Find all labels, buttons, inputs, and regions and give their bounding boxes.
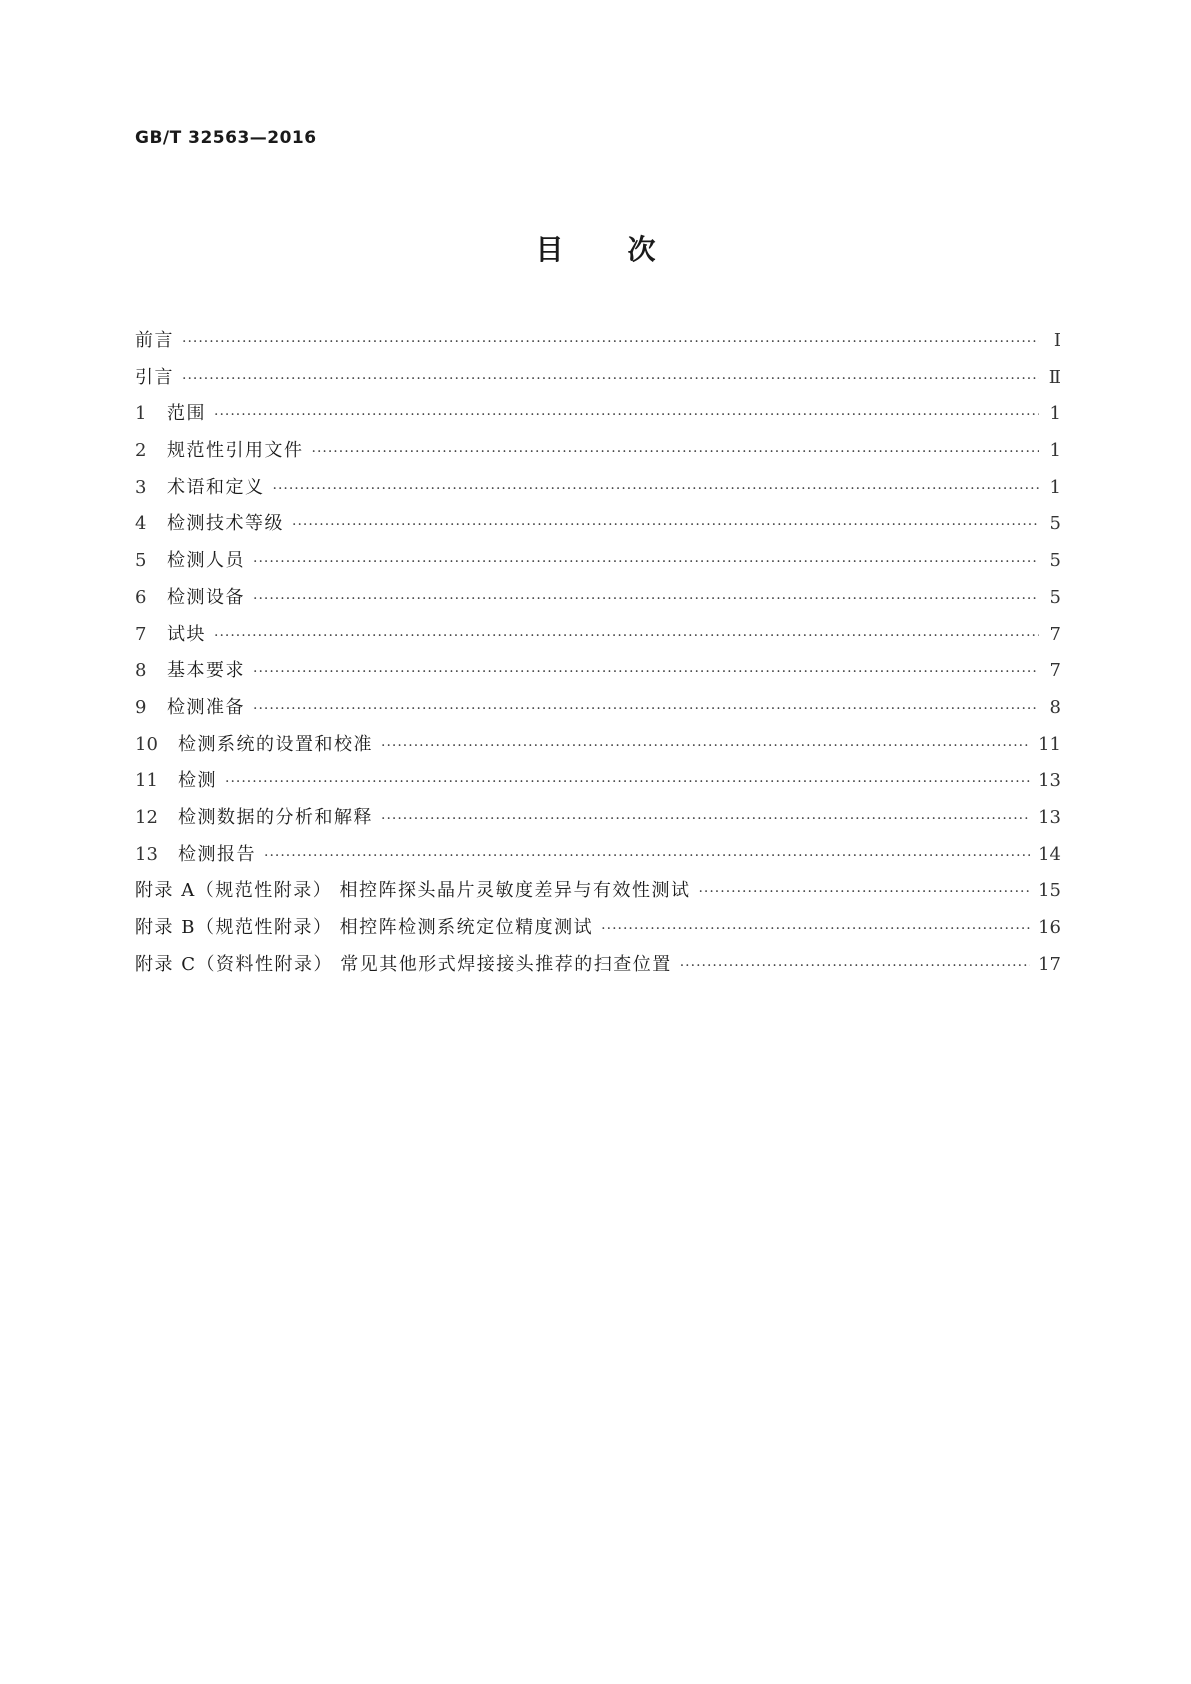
toc-entry-label: 检测报告 [178,843,256,865]
toc-entry[interactable] [135,840,1061,877]
toc-leader-dots [182,371,1039,387]
toc-entry[interactable] [135,363,1061,400]
toc-entry-page: 16 [1038,917,1061,938]
toc-leader-dots [601,921,1030,937]
toc-entry-page: 7 [1049,623,1061,645]
toc-entry-page: Ⅱ [1048,366,1061,388]
toc-leader-dots [253,701,1039,717]
toc-entry-page: 7 [1049,660,1061,682]
toc-entry-page: 11 [1038,733,1061,755]
toc-leader-dots [292,517,1039,533]
toc-entry-number: 7 [135,623,147,645]
toc-leader-dots [381,811,1030,827]
toc-leader-dots [253,591,1039,607]
toc-entry[interactable] [135,620,1061,657]
toc-leader-dots [182,334,1039,350]
toc-leader-dots [214,407,1039,423]
toc-entry[interactable] [135,546,1061,583]
toc-entry-label: 引言 [135,366,174,388]
toc-entry-label: 检测人员 [167,550,245,572]
toc-leader-dots [264,848,1030,864]
toc-entry[interactable] [135,473,1061,510]
toc-entry-number: 12 [135,806,158,828]
toc-entry-number: 10 [135,733,158,755]
toc-entry-label: 检测设备 [167,586,245,608]
toc-entry-page: 17 [1038,953,1061,975]
toc-entry-number: 4 [135,513,147,535]
toc-entry-number: 1 [135,403,147,425]
toc-entry-page: 5 [1049,550,1061,572]
toc-entry[interactable] [135,509,1061,546]
toc-entry-label: 附录 A（规范性附录） 相控阵探头晶片灵敏度差异与有效性测试 [135,880,691,902]
toc-entry-page: 15 [1038,880,1061,902]
toc-entry[interactable] [135,766,1061,803]
toc-entry[interactable] [135,950,1061,987]
toc-entry-number: 8 [135,660,147,682]
toc-entry-number: 5 [135,550,147,572]
toc-leader-dots [680,958,1030,974]
toc-entry-page: Ⅰ [1053,330,1061,351]
toc-entry-page: 5 [1049,586,1061,608]
toc-entry-number: 13 [135,843,158,865]
table-of-contents [135,326,1061,986]
toc-entry-label: 范围 [167,403,206,425]
toc-entry-number: 6 [135,586,147,608]
toc-entry[interactable] [135,876,1061,913]
toc-entry[interactable] [135,399,1061,436]
toc-entry-label: 附录 B（规范性附录） 相控阵检测系统定位精度测试 [135,917,594,938]
toc-entry[interactable] [135,803,1061,840]
toc-entry[interactable] [135,730,1061,767]
toc-entry-label: 试块 [167,623,206,645]
toc-leader-dots [273,481,1040,497]
toc-leader-dots [225,774,1030,790]
toc-entry-label: 检测数据的分析和解释 [178,806,373,828]
toc-entry-page: 1 [1049,476,1061,498]
toc-entry-page: 14 [1038,843,1061,865]
toc-entry-label: 规范性引用文件 [167,440,304,462]
toc-leader-dots [312,444,1040,460]
toc-entry[interactable] [135,693,1061,730]
toc-entry[interactable] [135,436,1061,473]
toc-entry[interactable] [135,583,1061,620]
toc-entry-number: 3 [135,476,147,498]
toc-leader-dots [381,738,1030,754]
toc-entry-page: 5 [1049,513,1061,535]
toc-entry-label: 检测系统的设置和校准 [178,733,373,755]
toc-leader-dots [698,884,1030,900]
standard-code: GB/T 32563—2016 [135,128,317,148]
toc-entry-label: 术语和定义 [167,476,265,498]
toc-entry-page: 13 [1038,770,1061,792]
toc-entry-label: 检测技术等级 [167,513,284,535]
toc-leader-dots [253,664,1039,680]
toc-entry-number: 2 [135,440,147,462]
toc-entry[interactable] [135,326,1061,363]
toc-entry-label: 附录 C（资料性附录） 常见其他形式焊接接头推荐的扫查位置 [135,953,672,975]
toc-leader-dots [253,554,1039,570]
toc-entry[interactable] [135,656,1061,693]
toc-entry-page: 1 [1049,403,1061,425]
toc-entry-label: 基本要求 [167,660,245,682]
toc-entry-page: 8 [1049,696,1061,718]
toc-entry-label: 前言 [135,330,174,351]
page-title: 目次 [535,233,720,266]
toc-entry-page: 13 [1038,806,1061,828]
toc-entry-label: 检测 [178,770,217,792]
toc-leader-dots [214,628,1039,644]
toc-entry-label: 检测准备 [167,696,245,718]
toc-entry[interactable] [135,913,1061,950]
toc-entry-page: 1 [1049,440,1061,462]
toc-entry-number: 11 [135,770,158,792]
toc-entry-number: 9 [135,696,147,718]
